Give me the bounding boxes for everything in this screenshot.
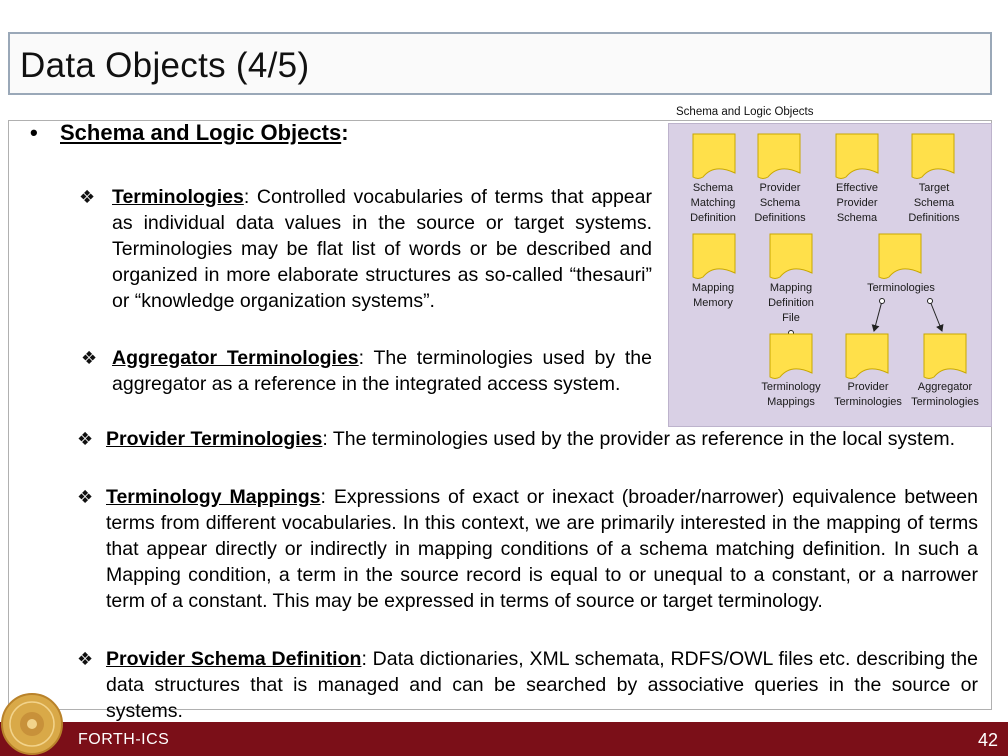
item-terminology-mappings	[77, 484, 978, 614]
page-number: 42	[977, 730, 998, 750]
term-text: : Data dictionaries, XML schemata, RDFS/OWL files etc. describing the data structures that is managed and can be searched by associative queries in the source or systems.	[106, 648, 978, 722]
term-label: Aggregator Terminologies	[112, 347, 359, 369]
footer-org: FORTH-ICS	[78, 731, 170, 748]
document-icon	[769, 233, 813, 281]
item-provider-schema-definition	[77, 646, 978, 724]
document-icon	[757, 133, 801, 181]
doc-label-aggregator-terminologies: Aggregator Terminologies	[911, 381, 979, 408]
doc-label-effective-provider-schema: Effective Provider Schema	[836, 182, 878, 224]
main-bullet-label: Schema and Logic Objects	[60, 120, 342, 145]
page-title: Data Objects (4/5)	[20, 46, 310, 85]
document-icon	[923, 333, 967, 381]
doc-label-terminologies: Terminologies	[867, 282, 935, 294]
term-label: Provider Schema Definition	[106, 648, 362, 670]
document-icon	[769, 333, 813, 381]
doc-label-provider-schema-defs: Provider Schema Definitions	[754, 182, 806, 224]
doc-label-mapping-memory: Mapping Memory	[691, 282, 735, 309]
diamond-bullet-icon: ❖	[77, 649, 94, 669]
term-label: Provider Terminologies	[106, 428, 323, 450]
doc-label-provider-terminologies: Provider Terminologies	[834, 381, 902, 408]
term-text: : Controlled vocabularies of terms that appear as individual data values in the source or target systems. Terminologies may be flat list of words or be described and organized in more elaborate structures as so-called “thesauri” or “knowledge organization systems”.	[112, 186, 652, 312]
figure-title: Schema and Logic Objects	[676, 106, 814, 118]
doc-label-schema-matching: Schema Matching Definition	[690, 182, 736, 224]
schema-logic-figure	[668, 105, 992, 425]
document-icon	[692, 133, 736, 181]
bullet-dot: •	[30, 120, 38, 145]
diamond-bullet-icon: ❖	[79, 187, 96, 207]
document-icon	[692, 233, 736, 281]
term-label: Terminologies	[112, 186, 244, 208]
term-text: : Expressions of exact or inexact (broader/narrower) equivalence between terms from different vocabularies. In this context, we are primarily interested in the mapping of terms that appear directly or indirectly in mapping conditions of a schema matching definition. In such a Mapping condition, a term in the source record is equal to or unequal to a constant, or a narrower term of a constant. This may be expressed in terms of source or target terminology.	[106, 486, 978, 612]
term-text: : The terminologies used by the aggregator as a reference in the integrated access system.	[112, 347, 652, 395]
term-label: Terminology Mappings	[106, 486, 321, 508]
diamond-bullet-icon: ❖	[77, 487, 94, 507]
item-aggregator-terminologies	[81, 345, 652, 397]
title-bar	[8, 32, 992, 95]
main-bullet-colon: :	[341, 120, 349, 145]
term-text: : The terminologies used by the provider as reference in the local system.	[322, 428, 955, 450]
doc-label-target-schema-defs: Target Schema Definitions	[908, 182, 960, 224]
diamond-bullet-icon: ❖	[81, 348, 98, 368]
item-provider-terminologies	[77, 426, 978, 452]
item-terminologies	[79, 184, 652, 314]
diamond-bullet-icon: ❖	[77, 429, 94, 449]
seal-logo-icon	[0, 686, 72, 756]
document-icon	[835, 133, 879, 181]
doc-label-terminology-mappings: Terminology Mappings	[761, 381, 821, 408]
footer-bar	[0, 722, 1008, 756]
main-bullet	[30, 120, 349, 146]
document-icon	[845, 333, 889, 381]
arrow-to-aggregator-terminologies	[930, 301, 942, 331]
document-icon	[911, 133, 955, 181]
doc-label-mapping-definition-file: Mapping Definition File	[768, 282, 814, 324]
arrow-to-provider-terminologies	[874, 301, 882, 331]
document-icon	[878, 233, 922, 281]
